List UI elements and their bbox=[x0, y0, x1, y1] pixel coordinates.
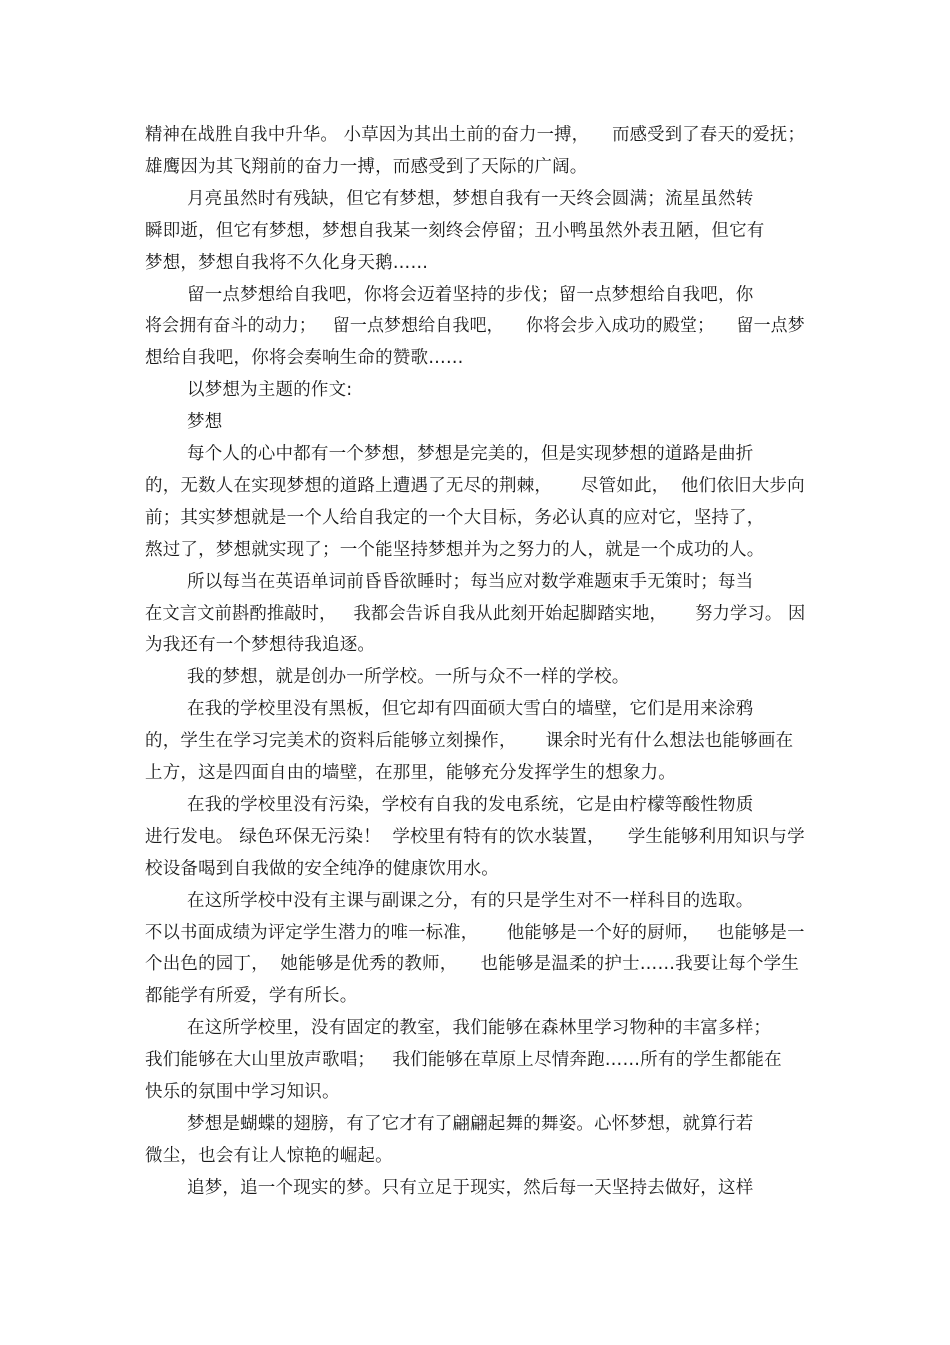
text-line: 前；其实梦想就是一个人给自我定的一个大目标，务必认真的应对它，坚持了， bbox=[145, 507, 765, 528]
text-line: 不以书面成绩为评定学生潜力的唯一标准， 他能够是一个好的厨师， 也能够是一 bbox=[145, 922, 805, 943]
text-line: 精神在战胜自我中升华。 小草因为其出土前的奋力一搏， 而感受到了春天的爱抚； bbox=[145, 125, 806, 145]
text-line: 在我的学校里没有黑板，但它却有四面硕大雪白的墙壁，它们是用来涂鸦 bbox=[187, 699, 754, 720]
text-line: 每个人的心中都有一个梦想，梦想是完美的，但是实现梦想的道路是曲折 bbox=[187, 444, 754, 464]
text-line: 所以每当在英语单词前昏昏欲睡时；每当应对数学难题束手无策时；每当 bbox=[187, 571, 754, 592]
text-line: 雄鹰因为其飞翔前的奋力一搏，而感受到了天际的广阔。 bbox=[145, 156, 588, 177]
text-line: 在文言文前斟酌推敲时， 我都会告诉自我从此刻开始起脚踏实地， 努力学习。 因 bbox=[145, 603, 806, 624]
text-line: 快乐的氛围中学习知识。 bbox=[145, 1082, 340, 1102]
text-line: 进行发电。 绿色环保无污染！ 学校里有特有的饮水装置， 学生能够利用知识与学 bbox=[145, 826, 805, 847]
text-line: 我们能够在大山里放声歌唱； 我们能够在草原上尽情奔跑……所有的学生都能在 bbox=[145, 1050, 782, 1071]
text-line: 的，无数人在实现梦想的道路上遭遇了无尽的荆棘， 尽管如此， 他们依旧大步向 bbox=[145, 475, 805, 496]
text-line: 梦想是蝴蝶的翅膀，有了它才有了翩翩起舞的舞姿。心怀梦想，就算行若 bbox=[187, 1113, 754, 1134]
text-line: 留一点梦想给自我吧，你将会迈着坚持的步伐；留一点梦想给自我吧，你 bbox=[187, 284, 754, 305]
text-line: 以梦想为主题的作文: bbox=[187, 380, 353, 401]
text-line: 都能学有所爱，学有所长。 bbox=[145, 986, 358, 1007]
text-line: 的，学生在学习完美术的资料后能够立刻操作， 课余时光有什么想法也能够画在 bbox=[145, 731, 794, 752]
text-line: 在我的学校里没有污染，学校有自我的发电系统，它是由柠檬等酸性物质 bbox=[187, 794, 754, 815]
text-line: 校设备喝到自我做的安全纯净的健康饮用水。 bbox=[145, 858, 499, 879]
text-line: 在这所学校中没有主课与副课之分，有的只是学生对不一样科目的选取。 bbox=[187, 890, 754, 911]
text-line: 梦想 bbox=[187, 412, 223, 433]
text-line: 熬过了，梦想就实现了；一个能坚持梦想并为之努力的人，就是一个成功的人。 bbox=[145, 539, 765, 560]
text-line: 梦想，梦想自我将不久化身天鹅…… bbox=[145, 252, 429, 273]
text-line: 个出色的园丁， 她能够是优秀的教师， 也能够是温柔的护士……我要让每个学生 bbox=[145, 954, 800, 975]
text-line: 我的梦想，就是创办一所学校。一所与众不一样的学校。 bbox=[187, 667, 630, 688]
text-line: 追梦，追一个现实的梦。只有立足于现实，然后每一天坚持去做好，这样 bbox=[187, 1177, 754, 1198]
text-line: 月亮虽然时有残缺，但它有梦想，梦想自我有一天终会圆满；流星虽然转 bbox=[187, 188, 754, 209]
text-line: 将会拥有奋斗的动力； 留一点梦想给自我吧， 你将会步入成功的殿堂； 留一点梦 bbox=[145, 316, 805, 337]
text-line: 在这所学校里，没有固定的教室，我们能够在森林里学习物种的丰富多样； bbox=[187, 1018, 772, 1039]
text-line: 瞬即逝，但它有梦想，梦想自我某一刻终会停留；丑小鸭虽然外表丑陋，但它有 bbox=[145, 220, 765, 241]
text-line: 想给自我吧，你将会奏响生命的赞歌…… bbox=[145, 348, 464, 369]
text-line: 上方，这是四面自由的墙壁，在那里，能够充分发挥学生的想象力。 bbox=[145, 763, 676, 783]
text-line: 为我还有一个梦想待我追逐。 bbox=[145, 635, 376, 656]
text-line: 微尘，也会有让人惊艳的崛起。 bbox=[145, 1145, 393, 1166]
